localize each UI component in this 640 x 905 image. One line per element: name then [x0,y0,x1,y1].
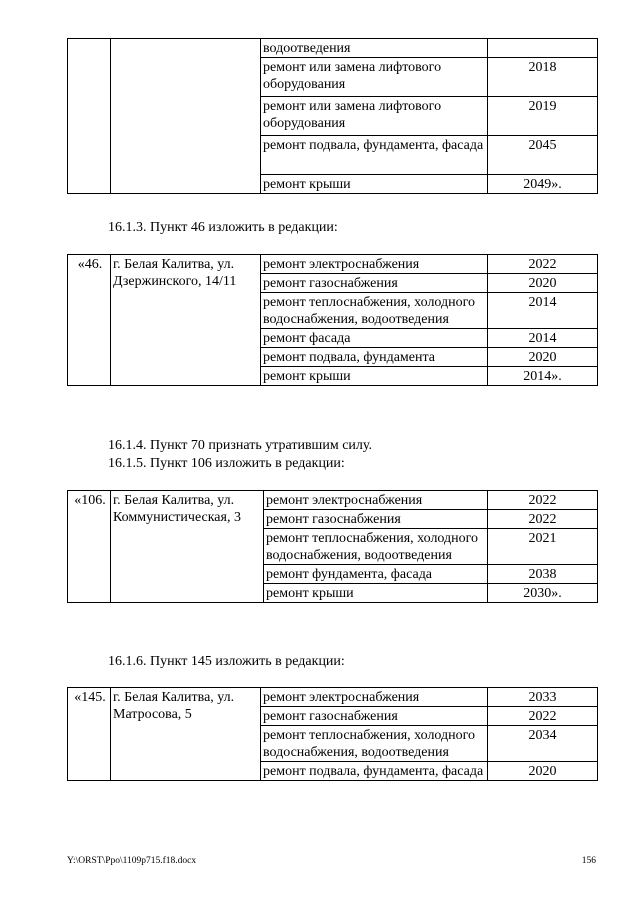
cell-work: ремонт фундамента, фасада [264,565,488,584]
cell-work: ремонт газоснабжения [264,510,488,529]
table-row [68,491,598,510]
cell-year: 2022 [488,707,598,726]
cell-address: г. Белая Калитва, ул. Матросова, 5 [111,688,261,781]
cell-work: ремонт теплоснабжения, холодного водоснабжения, водоотведения [264,529,488,565]
cell-year: 2030». [488,584,598,603]
cell-work: ремонт подвала, фундамента [261,348,488,367]
cell-year: 2021 [488,529,598,565]
cell-work: водоотведения [261,39,488,58]
paragraph-16-1-4: 16.1.4. Пункт 70 признать утратившим силу. [108,438,372,453]
table-continuation [67,38,598,194]
table-item-106 [67,490,598,603]
table-row [68,688,598,707]
cell-year: 2020 [488,762,598,781]
cell-year: 2038 [488,565,598,584]
cell-year: 2014 [488,329,598,348]
cell-num [68,39,111,194]
cell-work: ремонт теплоснабжения, холодного водоснабжения, водоотведения [261,726,488,762]
cell-work: ремонт фасада [261,329,488,348]
cell-address: г. Белая Калитва, ул. Дзержинского, 14/11 [111,255,261,386]
cell-work: ремонт электроснабжения [261,255,488,274]
paragraph-16-1-6: 16.1.6. Пункт 145 изложить в редакции: [108,654,345,669]
cell-work: ремонт крыши [261,367,488,386]
cell-year: 2045 [488,136,598,175]
cell-year: 2034 [488,726,598,762]
cell-work: ремонт теплоснабжения, холодного водоснабжения, водоотведения [261,293,488,329]
cell-work: ремонт электроснабжения [261,688,488,707]
cell-year: 2020 [488,274,598,293]
cell-year: 2018 [488,58,598,97]
cell-num: «46. [68,255,111,386]
cell-work: ремонт или замена лифтового оборудования [261,58,488,97]
table-item-145 [67,687,598,781]
cell-work: ремонт или замена лифтового оборудования [261,97,488,136]
cell-work: ремонт электроснабжения [264,491,488,510]
cell-year: 2049». [488,175,598,194]
cell-year: 2033 [488,688,598,707]
cell-year: 2020 [488,348,598,367]
cell-address: г. Белая Калитва, ул. Коммунистическая, 3 [111,491,264,603]
cell-work: ремонт газоснабжения [261,274,488,293]
cell-num: «106. [68,491,111,603]
cell-year: 2022 [488,491,598,510]
table-item-46 [67,254,598,386]
cell-work: ремонт крыши [261,175,488,194]
cell-year: 2019 [488,97,598,136]
paragraph-16-1-3: 16.1.3. Пункт 46 изложить в редакции: [108,220,338,235]
footer-file-path: Y:\ORST\Ppo\1109p715.f18.docx [67,856,197,866]
table-row [68,255,598,274]
cell-address [111,39,261,194]
cell-year: 2014 [488,293,598,329]
paragraph-16-1-5: 16.1.5. Пункт 106 изложить в редакции: [108,456,345,471]
cell-year: 2014». [488,367,598,386]
cell-work: ремонт подвала, фундамента, фасада [261,762,488,781]
cell-year: 2022 [488,510,598,529]
table-row [68,39,598,58]
cell-work: ремонт крыши [264,584,488,603]
footer-page-number: 156 [581,856,596,866]
cell-year [488,39,598,58]
cell-num: «145. [68,688,111,781]
cell-work: ремонт подвала, фундамента, фасада [261,136,488,175]
cell-year: 2022 [488,255,598,274]
cell-work: ремонт газоснабжения [261,707,488,726]
